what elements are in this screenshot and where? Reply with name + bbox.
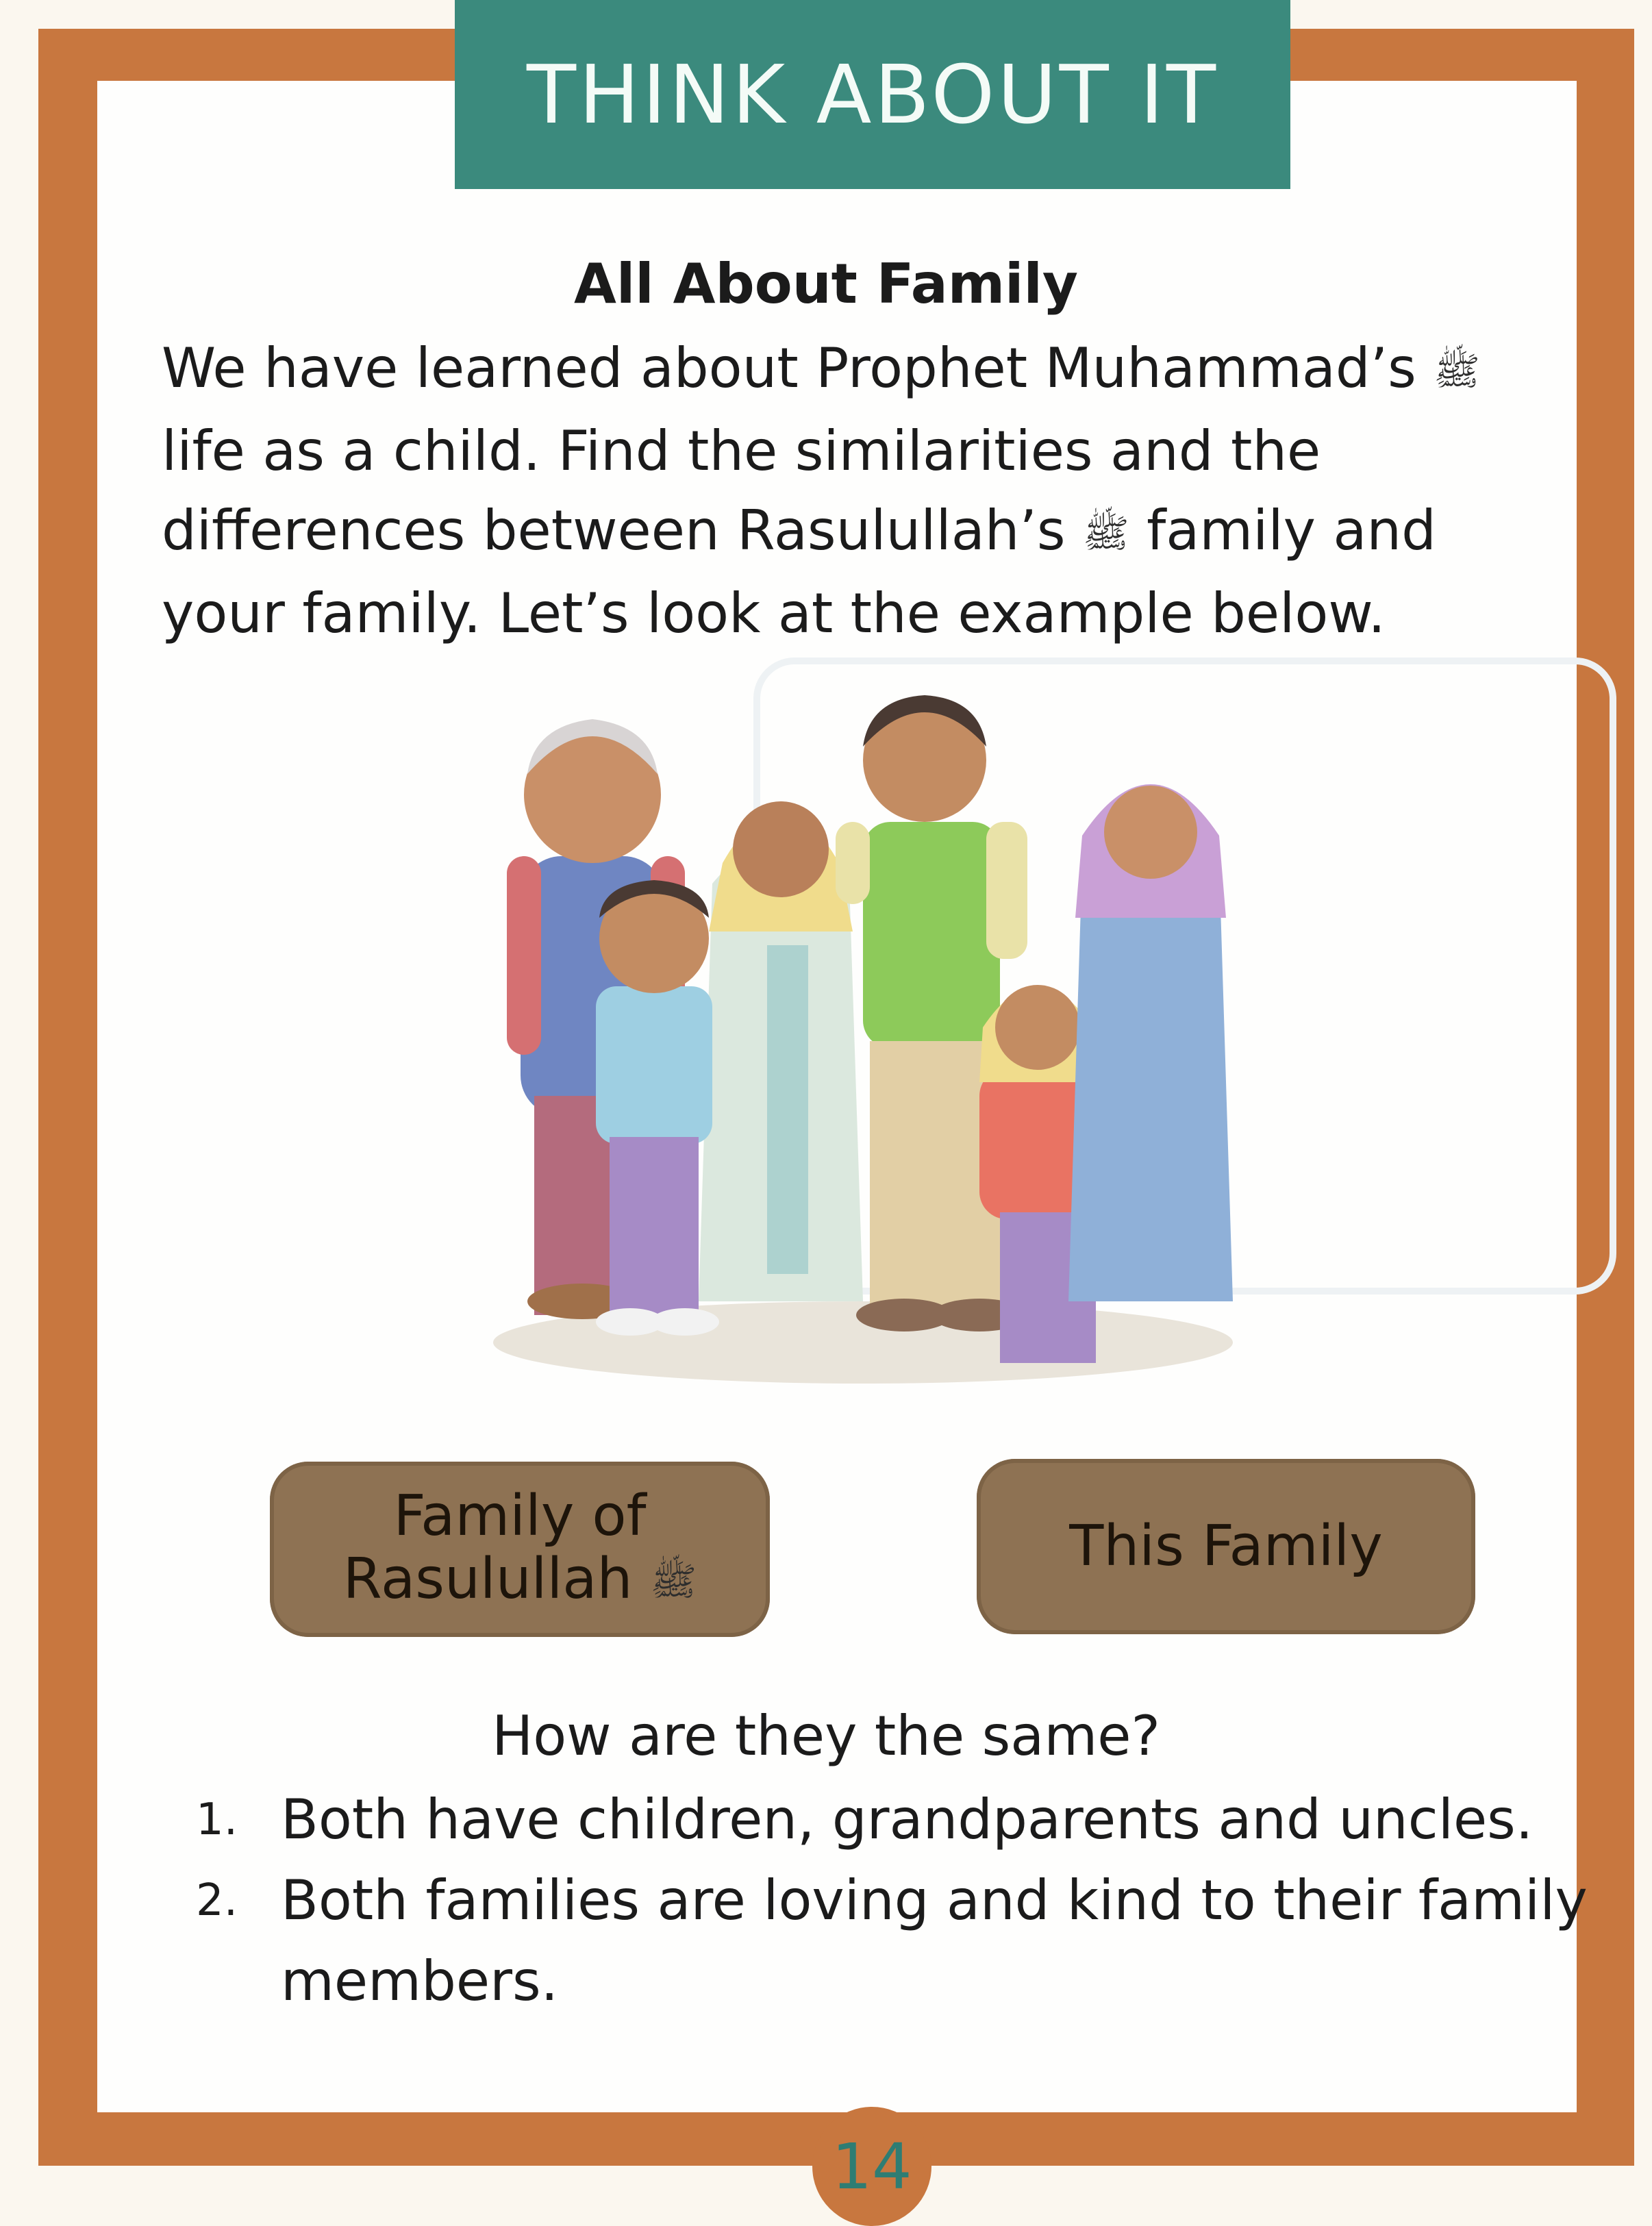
paragraph-line: differences between Rasulullah’s ﷺ family and — [162, 491, 1573, 574]
salawat-seal-icon: ﷺ — [650, 1560, 697, 1605]
list-text: Both have children, grandparents and uncles. — [281, 1788, 1534, 1851]
paragraph-line: life as a child. Find the similarities and the — [162, 419, 1321, 484]
list-text: Both families are loving and kind to their family members. — [281, 1868, 1588, 2013]
intro-paragraph — [162, 329, 1573, 653]
paragraph-line: We have learned about Prophet Muhammad’s ﷺ — [162, 329, 1573, 412]
grandmother-figure — [1068, 784, 1233, 1301]
header-banner — [455, 0, 1290, 189]
section-title: All About Family — [573, 252, 1079, 316]
list-item — [196, 1779, 1607, 1860]
salawat-seal-icon: ﷺ — [1082, 512, 1129, 557]
this-family-label: This Family — [977, 1459, 1475, 1634]
list-number: 2. — [196, 1875, 238, 1926]
list-item — [196, 1860, 1607, 2022]
page-number: 14 — [831, 2129, 912, 2203]
banner-title: THINK ABOUT IT — [526, 47, 1219, 142]
comparison-question: How are they the same? — [492, 1704, 1160, 1768]
answer-list — [196, 1779, 1607, 2022]
paragraph-line: your family. Let’s look at the example below. — [162, 581, 1386, 646]
page-number-badge — [812, 2107, 931, 2226]
list-number: 1. — [196, 1794, 238, 1845]
salawat-seal-icon: ﷺ — [1434, 349, 1480, 395]
family-illustration — [479, 685, 1247, 1397]
family-of-rasulullah-label: Family of Rasulullah ﷺ — [270, 1462, 770, 1637]
